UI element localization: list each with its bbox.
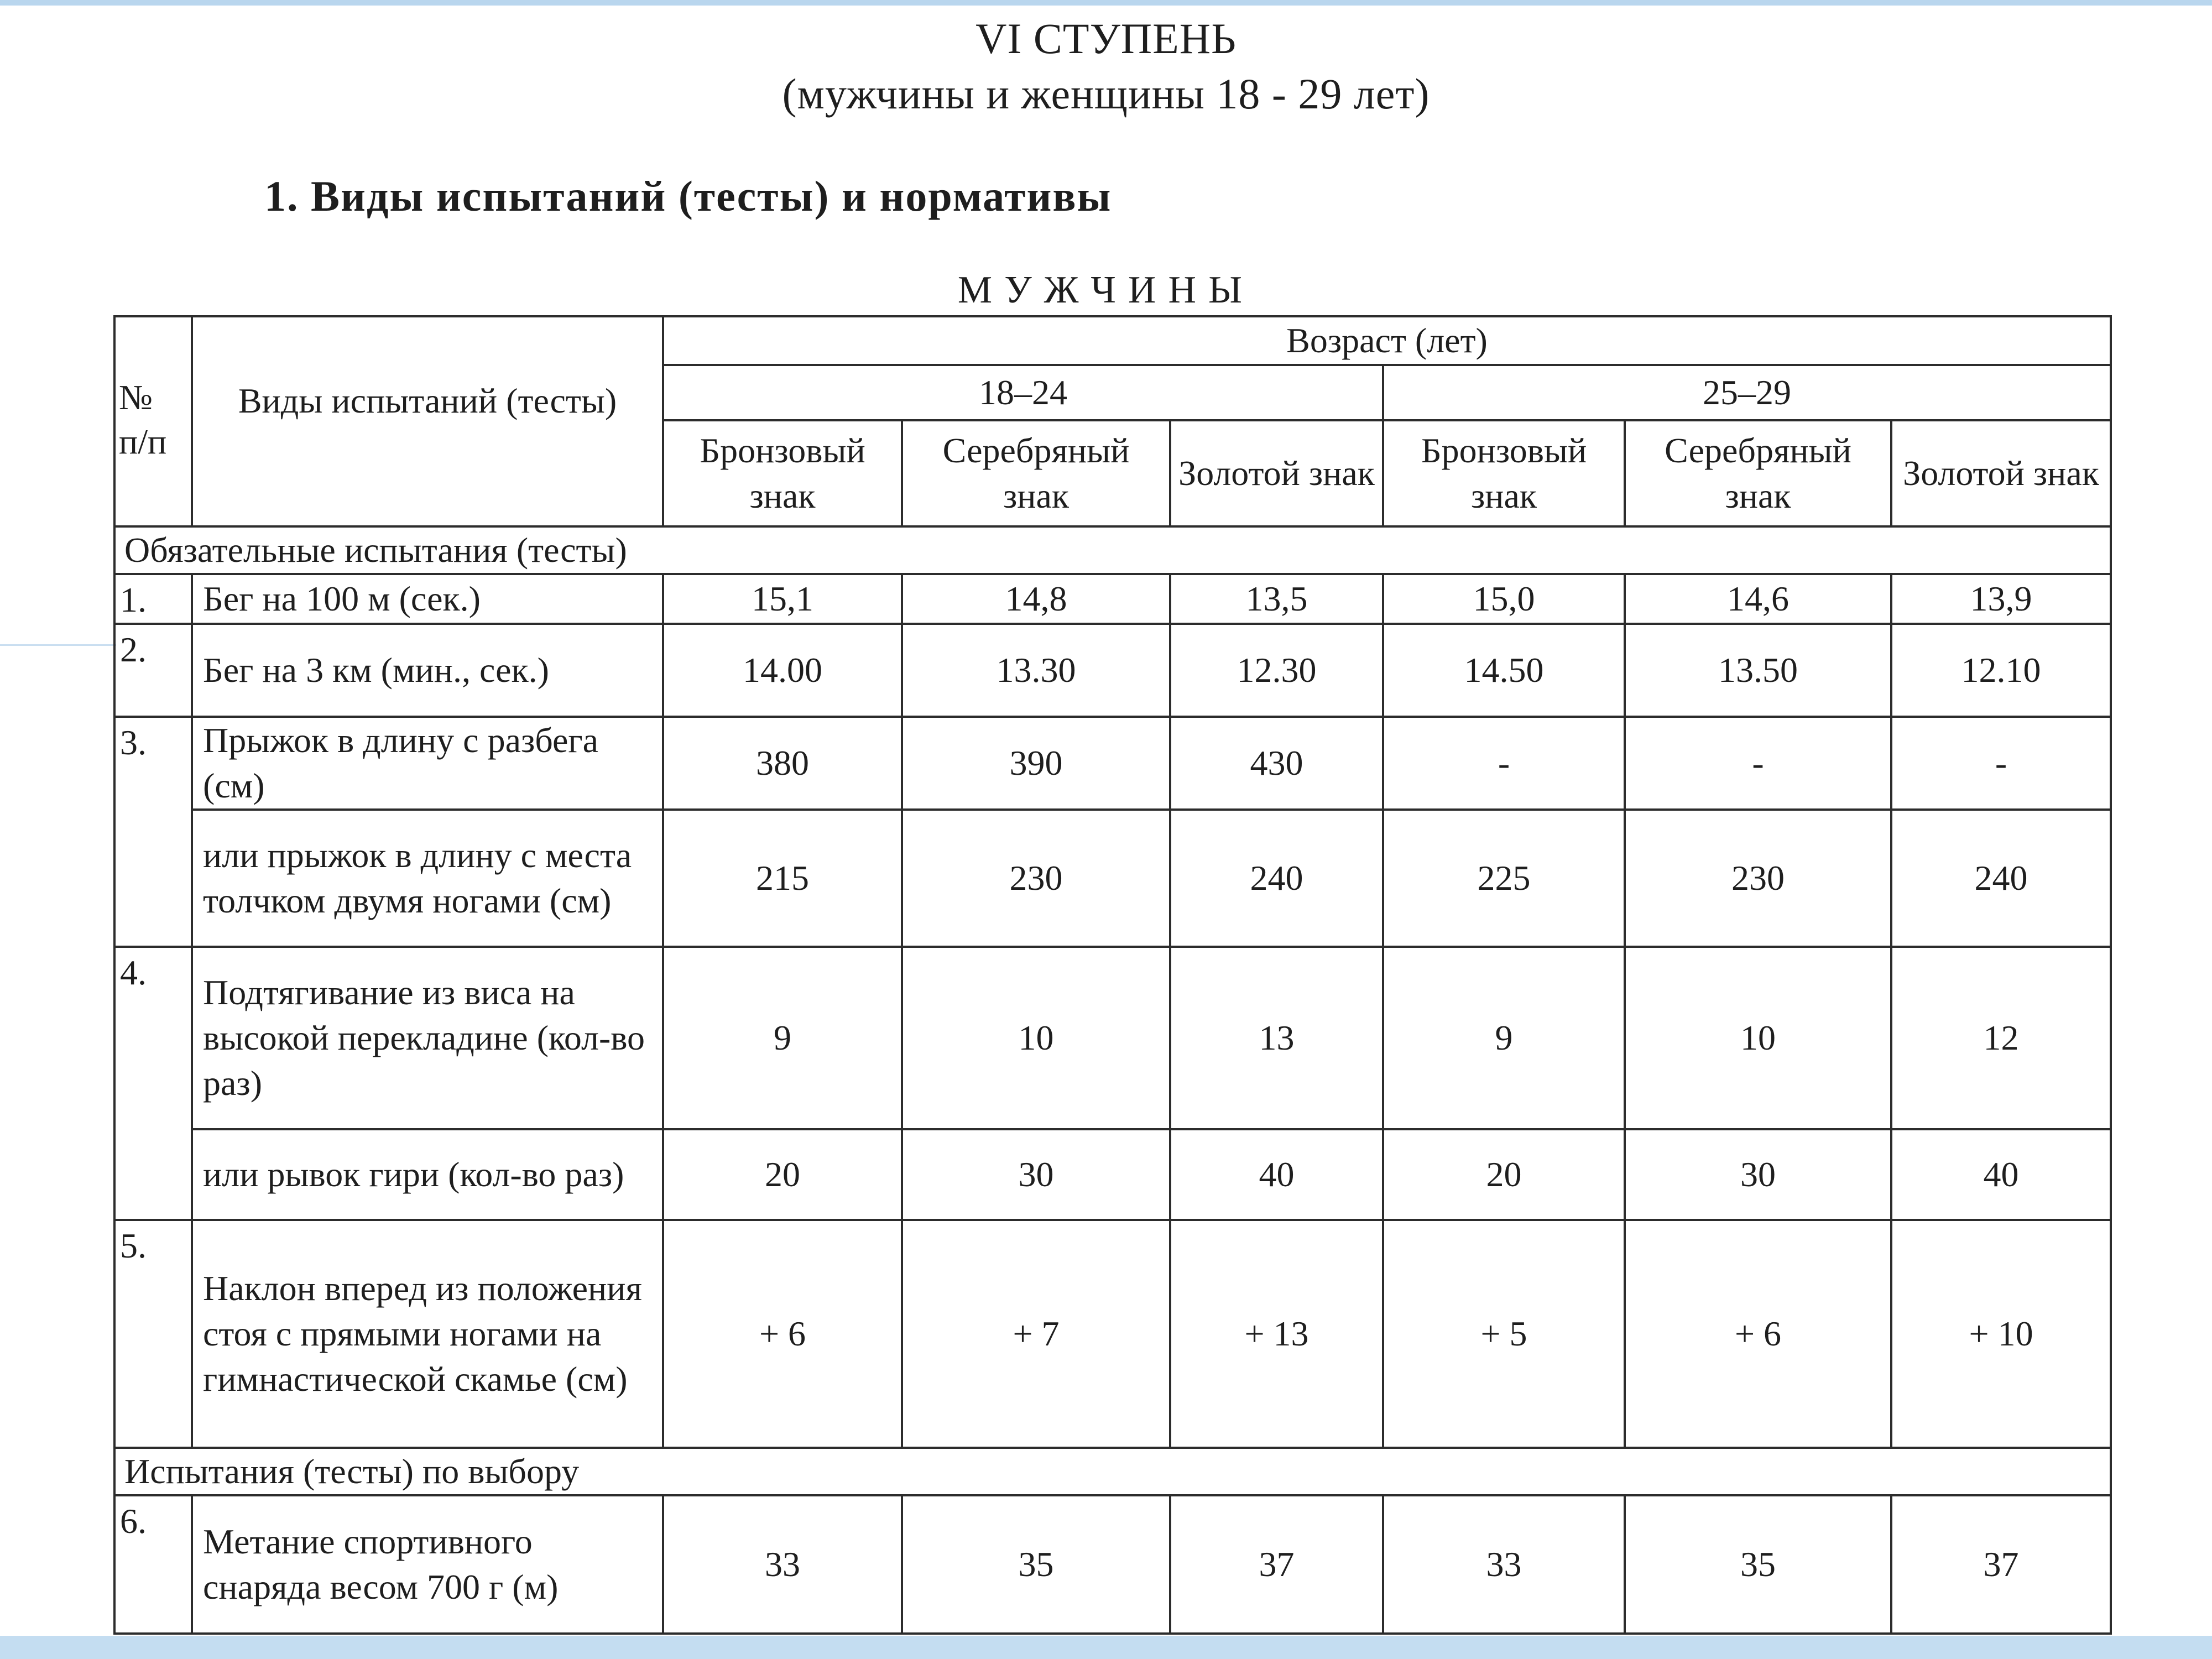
value-cell: 10 [1625, 947, 1891, 1129]
header-badge: Серебряный знак [902, 420, 1170, 526]
value-cell: 40 [1170, 1129, 1383, 1220]
document-title: VI СТУПЕНЬ [975, 14, 1237, 62]
row-number: 2. [114, 624, 192, 717]
table-row [114, 624, 2111, 717]
header-age-cell: Возраст (лет) [663, 316, 2111, 365]
header-badge: Бронзовый знак [1383, 420, 1625, 526]
test-name: Бег на 100 м (сек.) [192, 574, 663, 624]
value-cell: + 7 [902, 1220, 1170, 1448]
value-cell: 430 [1170, 717, 1383, 810]
test-name: или прыжок в длину с места толчком двумя ногами (см) [192, 810, 663, 947]
value-cell: 13,9 [1891, 574, 2111, 624]
header-badge: Золотой знак [1891, 420, 2111, 526]
row-number: 1. [114, 574, 192, 624]
value-cell: 30 [902, 1129, 1170, 1220]
value-cell: 240 [1891, 810, 2111, 947]
header-badge: Серебряный знак [1625, 420, 1891, 526]
table-row-alternative [114, 810, 2111, 947]
value-cell: - [1625, 717, 1891, 810]
value-cell: + 6 [663, 1220, 902, 1448]
value-cell: 12 [1891, 947, 2111, 1129]
header-num-cell: № п/п [114, 316, 192, 526]
value-cell: 40 [1891, 1129, 2111, 1220]
value-cell: 13 [1170, 947, 1383, 1129]
value-cell: 15,0 [1383, 574, 1625, 624]
value-cell: + 13 [1170, 1220, 1383, 1448]
table-row-alternative [114, 1129, 2111, 1220]
test-name: Метание спортивного снаряда весом 700 г (м) [192, 1495, 663, 1634]
row-number: 6. [114, 1495, 192, 1634]
value-cell: 9 [1383, 947, 1625, 1129]
table-row [114, 574, 2111, 624]
value-cell: 30 [1625, 1129, 1891, 1220]
value-cell: 20 [663, 1129, 902, 1220]
header-row-age [114, 316, 2111, 365]
value-cell: 215 [663, 810, 902, 947]
value-cell: 13.30 [902, 624, 1170, 717]
value-cell: 35 [902, 1495, 1170, 1634]
value-cell: 35 [1625, 1495, 1891, 1634]
value-cell: 12.30 [1170, 624, 1383, 717]
bottom-decor-band [0, 1636, 2212, 1659]
section-row-optional [114, 1448, 2111, 1495]
table-row [114, 1495, 2111, 1634]
value-cell: 240 [1170, 810, 1383, 947]
header-age-range-25-29: 25–29 [1383, 365, 2111, 420]
section-row-mandatory [114, 526, 2111, 574]
document-subtitle: (мужчины и женщины 18 - 29 лет) [782, 70, 1430, 118]
test-name: Подтягивание из виса на высокой перекладине (кол-во раз) [192, 947, 663, 1129]
test-name: Бег на 3 км (мин., сек.) [192, 624, 663, 717]
section-label: Обязательные испытания (тесты) [114, 526, 2111, 574]
section-label: Испытания (тесты) по выбору [114, 1448, 2111, 1495]
header-badge: Бронзовый знак [663, 420, 902, 526]
value-cell: 14,8 [902, 574, 1170, 624]
value-cell: 13.50 [1625, 624, 1891, 717]
top-decor-band [0, 0, 2212, 6]
table-row [114, 1220, 2111, 1448]
table-caption: МУЖЧИНЫ [957, 269, 1255, 311]
value-cell: 225 [1383, 810, 1625, 947]
value-cell: 13,5 [1170, 574, 1383, 624]
row-number: 3. [114, 717, 192, 947]
value-cell: 10 [902, 947, 1170, 1129]
value-cell: + 6 [1625, 1220, 1891, 1448]
test-name: Наклон вперед из положения стоя с прямыми ногами на гимнастической скамье (см) [192, 1220, 663, 1448]
value-cell: 230 [1625, 810, 1891, 947]
value-cell: 9 [663, 947, 902, 1129]
value-cell: 20 [1383, 1129, 1625, 1220]
test-name: или рывок гири (кол-во раз) [192, 1129, 663, 1220]
value-cell: 12.10 [1891, 624, 2111, 717]
table-row [114, 947, 2111, 1129]
value-cell: + 10 [1891, 1220, 2111, 1448]
value-cell: 15,1 [663, 574, 902, 624]
value-cell: 14,6 [1625, 574, 1891, 624]
value-cell: 33 [663, 1495, 902, 1634]
value-cell: - [1891, 717, 2111, 810]
value-cell: 14.00 [663, 624, 902, 717]
value-cell: + 5 [1383, 1220, 1625, 1448]
table-row [114, 717, 2111, 810]
row-number: 5. [114, 1220, 192, 1448]
header-age-range-18-24: 18–24 [663, 365, 1383, 420]
header-tests-cell: Виды испытаний (тесты) [192, 316, 663, 526]
value-cell: 33 [1383, 1495, 1625, 1634]
test-name: Прыжок в длину с разбега (см) [192, 717, 663, 810]
section-heading: 1. Виды испытаний (тесты) и нормативы [264, 172, 1112, 220]
value-cell: 390 [902, 717, 1170, 810]
value-cell: 37 [1170, 1495, 1383, 1634]
value-cell: - [1383, 717, 1625, 810]
norms-table [113, 315, 2112, 1635]
value-cell: 230 [902, 810, 1170, 947]
value-cell: 37 [1891, 1495, 2111, 1634]
value-cell: 380 [663, 717, 902, 810]
value-cell: 14.50 [1383, 624, 1625, 717]
side-decor-line [0, 644, 116, 646]
header-badge: Золотой знак [1170, 420, 1383, 526]
row-number: 4. [114, 947, 192, 1220]
